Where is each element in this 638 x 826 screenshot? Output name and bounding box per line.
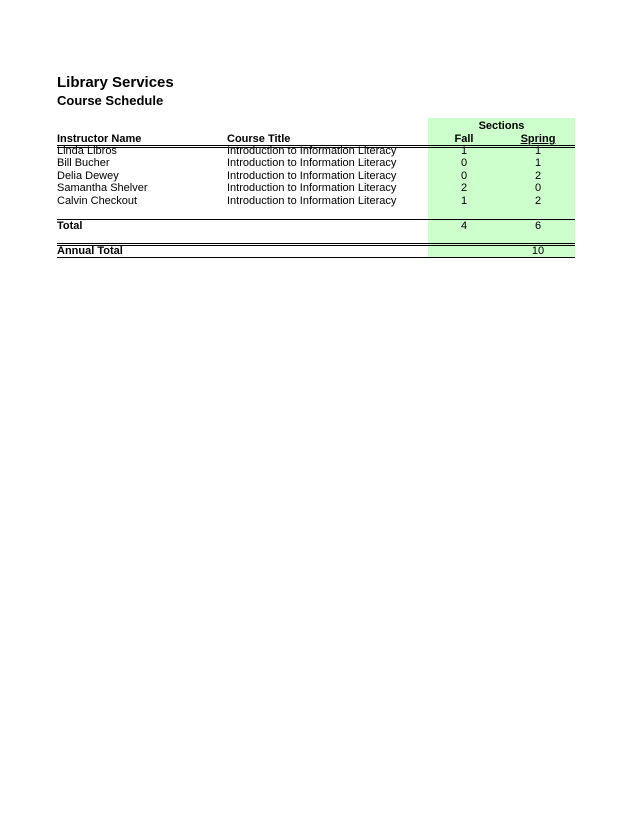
instructor-column-header: Instructor Name	[57, 133, 142, 145]
total-fall: 4	[460, 220, 468, 232]
spring-column-header: Spring	[520, 133, 556, 145]
annual-total-value: 10	[531, 245, 545, 257]
report-title: Library Services	[57, 74, 174, 91]
course-title: Introduction to Information Literacy	[227, 157, 397, 169]
course-title: Introduction to Information Literacy	[227, 195, 397, 207]
total-rule	[57, 219, 575, 220]
report-subtitle: Course Schedule	[57, 93, 164, 108]
instructor-name: Samantha Shelver	[57, 182, 148, 194]
spring-count: 1	[534, 157, 542, 169]
spring-count: 1	[534, 145, 542, 157]
annual-total-rule-2	[57, 245, 575, 246]
course-column-header: Course Title	[227, 133, 291, 145]
fall-count: 1	[460, 145, 468, 157]
fall-count: 0	[460, 157, 468, 169]
fall-column-header: Fall	[454, 133, 474, 145]
course-title: Introduction to Information Literacy	[227, 170, 397, 182]
course-title: Introduction to Information Literacy	[227, 145, 397, 157]
course-title: Introduction to Information Literacy	[227, 182, 397, 194]
instructor-name: Bill Bucher	[57, 157, 110, 169]
instructor-name: Delia Dewey	[57, 170, 119, 182]
fall-count: 2	[460, 182, 468, 194]
fall-count: 0	[460, 170, 468, 182]
total-spring: 6	[534, 220, 542, 232]
annual-total-bottom-rule	[57, 257, 575, 258]
instructor-name: Calvin Checkout	[57, 195, 138, 207]
spring-count: 2	[534, 195, 542, 207]
total-label: Total	[57, 220, 83, 232]
sections-header: Sections	[478, 120, 525, 132]
spring-count: 2	[534, 170, 542, 182]
annual-total-rule	[57, 243, 575, 244]
spring-count: 0	[534, 182, 542, 194]
annual-total-label: Annual Total	[57, 245, 123, 257]
instructor-name: Linda Libros	[57, 145, 117, 157]
fall-count: 1	[460, 195, 468, 207]
